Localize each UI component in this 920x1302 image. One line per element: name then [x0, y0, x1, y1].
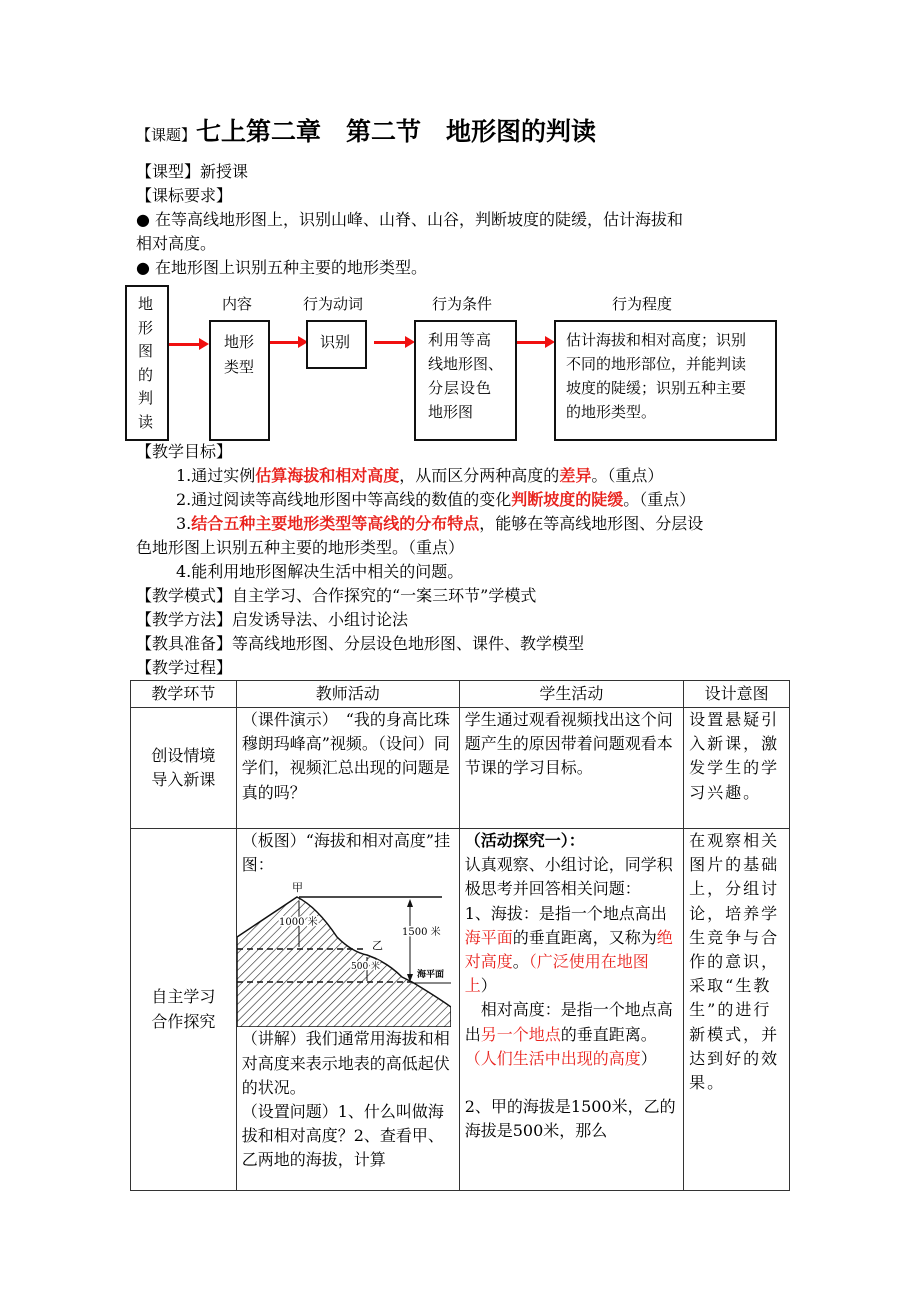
- flow-content-box: 地形类型: [209, 320, 270, 441]
- goal-2: 2.通过阅读等高线地形图中等高线的数值的变化判断坡度的陡缓。（重点）: [176, 490, 696, 509]
- arrow-icon: [169, 343, 201, 346]
- table-row: [131, 708, 790, 829]
- flow-root-box: 地形图的判读: [125, 285, 169, 441]
- header-student: 学生活动: [459, 681, 683, 708]
- arrow-icon: [374, 341, 407, 344]
- teacher-cell: [236, 829, 459, 1191]
- goal-4: 4.能利用地形图解决生活中相关的问题。: [176, 562, 464, 581]
- student-text: 2、甲的海拔是1500米，乙的海拔是500米，那么: [464, 1097, 676, 1141]
- flow-header-verb: 行为动词: [303, 295, 364, 313]
- degree-line: 估计海拔和相对高度；识别: [566, 331, 747, 349]
- flow-header-content: 内容: [222, 295, 253, 313]
- lesson-title: [136, 117, 597, 147]
- goal-3-cont: 色地形图上识别五种主要的地形类型。（重点）: [136, 538, 465, 557]
- standard-bullet-2: ● 在地形图上识别五种主要的地形类型。: [136, 258, 428, 277]
- condition-line: 线地形图、: [428, 355, 504, 373]
- condition-line: 分层设色: [428, 379, 493, 397]
- flow-verb-box: 识别: [306, 320, 367, 369]
- teacher-text: （设置问题）1、什么叫做海拔和相对高度？2、查看甲、乙两地的海拔，计算: [241, 1102, 444, 1170]
- intent-cell: 在观察相关图片的基础上，分组讨论，培养学生竞争与合作的意识，采取“生教生”的进行新模式，并达到好的效果。: [684, 829, 790, 1191]
- altitude-diagram: [237, 877, 451, 1027]
- flow-header-condition: 行为条件: [432, 295, 493, 313]
- table-row: [131, 829, 790, 1191]
- condition-line: 利用等高: [428, 331, 493, 349]
- goal-3: 3.结合五种主要地形类型等高线的分布特点，能够在等高线地形图、分层设: [176, 514, 704, 533]
- teacher-cell: （课件演示） “我的身高比珠穆朗玛峰高”视频。（设问）同学们，视频汇总出现的问题是真的吗？: [236, 708, 459, 829]
- standard-heading: 【课标要求】: [136, 186, 233, 205]
- arrow-icon: [270, 341, 300, 344]
- student-text: 相对高度：是指一个地点高出另一个地点的垂直距离。（人们生活中出现的高度）: [464, 1000, 673, 1068]
- teaching-method: 【教学方法】启发诱导法、小组讨论法: [136, 610, 409, 629]
- flow-header-degree: 行为程度: [612, 295, 673, 313]
- title-text: 七上第二章 第二节 地形图的判读: [196, 117, 597, 146]
- condition-line: 地形图: [428, 403, 474, 421]
- table-header-row: [131, 681, 790, 708]
- student-cell: 学生通过观看视频找出这个问题产生的原因带着问题观看本节课的学习目标。: [459, 708, 683, 829]
- goal-1: 1.通过实例估算海拔和相对高度，从而区分两种高度的差异。（重点）: [176, 466, 664, 485]
- standard-bullet-1: ● 在等高线地形图上，识别山峰、山脊、山谷，判断坡度的陡缓，估计海拔和: [136, 210, 684, 229]
- stage-cell: 创设情境 导入新课: [131, 708, 237, 829]
- lesson-type: 【课型】新授课: [136, 162, 249, 181]
- teacher-text: （讲解）我们通常用海拔和相对高度来表示地表的高低起伏的状况。: [241, 1029, 450, 1097]
- header-teacher: 教师活动: [236, 681, 459, 708]
- flow-condition-box: [414, 320, 517, 441]
- stage-cell: 自主学习 合作探究: [131, 829, 237, 1191]
- process-table: [130, 680, 790, 1191]
- height-1500-label: 1500 米: [401, 927, 441, 939]
- intent-cell: 设置悬疑引入新课，激发学生的学习兴趣。: [684, 708, 790, 829]
- goals-heading: 【教学目标】: [136, 442, 233, 461]
- title-tag: 【课题】: [136, 126, 197, 144]
- student-cell: [459, 829, 683, 1191]
- student-text: （活动探究一）：: [464, 831, 585, 850]
- teacher-text: （板图）“海拔和相对高度”挂图：: [241, 831, 451, 875]
- degree-line: 的地形类型。: [566, 403, 657, 421]
- process-heading: 【教学过程】: [136, 658, 233, 677]
- standard-bullet-1-cont: 相对高度。: [136, 234, 217, 253]
- mid-label: 乙: [371, 939, 383, 953]
- degree-line: 不同的地形部位，并能判读: [566, 355, 747, 373]
- sea-level-label: 海平面: [416, 970, 444, 981]
- student-text: 1、海拔：是指一个地点高出海平面的垂直距离，又称为绝对高度。（广泛使用在地图上）: [464, 903, 673, 996]
- teaching-tools: 【教具准备】等高线地形图、分层设色地形图、课件、教学模型: [136, 634, 585, 653]
- header-intent: 设计意图: [684, 681, 790, 708]
- arrow-icon: [517, 341, 547, 344]
- peak-label: 甲: [291, 881, 303, 895]
- student-text: 认真观察、小组讨论，同学积极思考并回答相关问题：: [464, 855, 673, 899]
- height-500-label: 500 米: [350, 962, 380, 973]
- height-1000-label: 1000 米: [278, 917, 318, 929]
- flow-degree-box: [554, 320, 777, 441]
- degree-line: 坡度的陡缓；识别五种主要: [566, 379, 747, 397]
- teaching-mode: 【教学模式】自主学习、合作探究的“一案三环节”学模式: [136, 586, 537, 605]
- header-stage: 教学环节: [131, 681, 237, 708]
